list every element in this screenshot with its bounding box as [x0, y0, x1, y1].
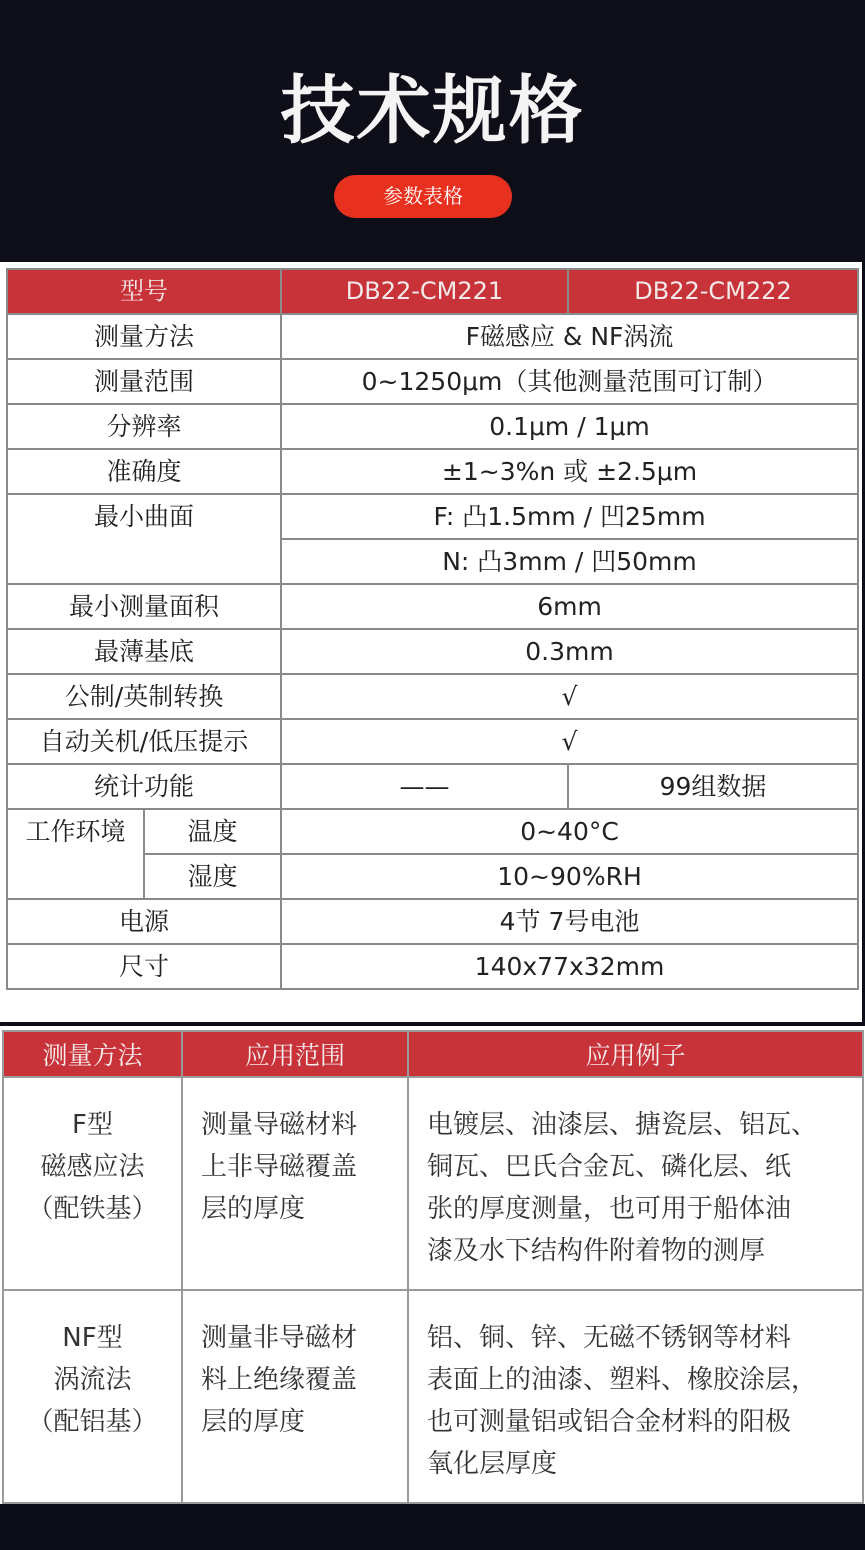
row-value: 140x77x32mm [281, 944, 858, 989]
check-mark: √ [281, 719, 858, 764]
row-value-b: 99组数据 [568, 764, 858, 809]
spec-row-resolution [7, 404, 858, 449]
spec-row-unit-switch [7, 674, 858, 719]
text-line: 铜瓦、巴氏合金瓦、磷化层、纸 [427, 1152, 792, 1182]
text-line: 测量导磁材料 [201, 1110, 358, 1140]
text-line: 表面上的油漆、塑料、橡胶涂层， [427, 1365, 818, 1395]
row-value: 0.1μm / 1μm [281, 404, 858, 449]
params-badge: 参数表格 [334, 175, 512, 218]
sub-label: 湿度 [144, 854, 281, 899]
examples-cell [408, 1290, 863, 1503]
method-header: 测量方法 [3, 1031, 182, 1077]
text-line: 测量非导磁材 [201, 1323, 358, 1353]
row-label: 尺寸 [7, 944, 281, 989]
spec-row-method [7, 314, 858, 359]
row-value: ±1~3%n 或 ±2.5μm [281, 449, 858, 494]
app-row-nf [3, 1290, 863, 1503]
row-value-a: —— [281, 764, 568, 809]
application-table [2, 1030, 864, 1504]
spec-row-min-substrate [7, 629, 858, 674]
row-value: 0.3mm [281, 629, 858, 674]
text-line: 涡流法 [53, 1365, 132, 1395]
row-label: 电源 [7, 899, 281, 944]
spec-header-row [7, 269, 858, 314]
row-value: 10~90%RH [281, 854, 858, 899]
text-line: 层的厚度 [201, 1407, 306, 1437]
spec-row-min-curve [7, 494, 858, 539]
sub-label: 温度 [144, 809, 281, 854]
text-line: 磁感应法 [40, 1152, 145, 1182]
text-line: 氧化层厚度 [427, 1449, 558, 1479]
examples-cell [408, 1077, 863, 1290]
row-value: F磁感应 & NF涡流 [281, 314, 858, 359]
row-label: 测量方法 [7, 314, 281, 359]
row-value: N: 凸3mm / 凹50mm [281, 539, 858, 584]
footer-band [0, 1504, 865, 1550]
scope-cell [182, 1077, 408, 1290]
text-line: 上非导磁覆盖 [201, 1152, 358, 1182]
spec-row-range [7, 359, 858, 404]
row-label: 测量范围 [7, 359, 281, 404]
row-label: 最小曲面 [7, 494, 281, 584]
model-header: 型号 [7, 269, 281, 314]
spec-row-power [7, 899, 858, 944]
row-label: 最小测量面积 [7, 584, 281, 629]
app-row-f [3, 1077, 863, 1290]
text-line: 铝、铜、锌、无磁不锈钢等材料 [427, 1323, 792, 1353]
row-value: F: 凸1.5mm / 凹25mm [281, 494, 858, 539]
model-b-header: DB22-CM222 [568, 269, 858, 314]
check-mark: √ [281, 674, 858, 719]
spec-row-accuracy [7, 449, 858, 494]
scope-header: 应用范围 [182, 1031, 408, 1077]
method-cell [3, 1290, 182, 1503]
scope-cell [182, 1290, 408, 1503]
spec-table [6, 268, 859, 990]
row-label: 最薄基底 [7, 629, 281, 674]
spec-row-statistics [7, 764, 858, 809]
text-line: F型 [72, 1110, 113, 1140]
text-line: 层的厚度 [201, 1194, 306, 1224]
row-label: 自动关机/低压提示 [7, 719, 281, 764]
model-a-header: DB22-CM221 [281, 269, 568, 314]
spec-row-min-area [7, 584, 858, 629]
app-header-row [3, 1031, 863, 1077]
text-line: 漆及水下结构件附着物的测厚 [427, 1236, 766, 1266]
row-label: 准确度 [7, 449, 281, 494]
row-value: 6mm [281, 584, 858, 629]
text-line: NF型 [62, 1323, 123, 1353]
row-label: 工作环境 [7, 809, 144, 899]
row-label: 公制/英制转换 [7, 674, 281, 719]
method-cell [3, 1077, 182, 1290]
text-line: （配铝基） [27, 1407, 158, 1437]
text-line: 料上绝缘覆盖 [201, 1365, 358, 1395]
row-label: 分辨率 [7, 404, 281, 449]
row-value: 0~1250μm（其他测量范围可订制） [281, 359, 858, 404]
spec-row-auto-off [7, 719, 858, 764]
text-line: 也可测量铝或铝合金材料的阳极 [427, 1407, 792, 1437]
page-title: 技术规格 [280, 68, 585, 154]
header [0, 0, 865, 262]
spec-row-environment-temp [7, 809, 858, 854]
spec-row-size [7, 944, 858, 989]
row-value: 4节 7号电池 [281, 899, 858, 944]
row-value: 0~40°C [281, 809, 858, 854]
text-line: （配铁基） [27, 1194, 158, 1224]
text-line: 电镀层、油漆层、搪瓷层、铝瓦、 [427, 1110, 818, 1140]
text-line: 张的厚度测量，也可用于船体油 [427, 1194, 792, 1224]
examples-header: 应用例子 [408, 1031, 863, 1077]
row-label: 统计功能 [7, 764, 281, 809]
